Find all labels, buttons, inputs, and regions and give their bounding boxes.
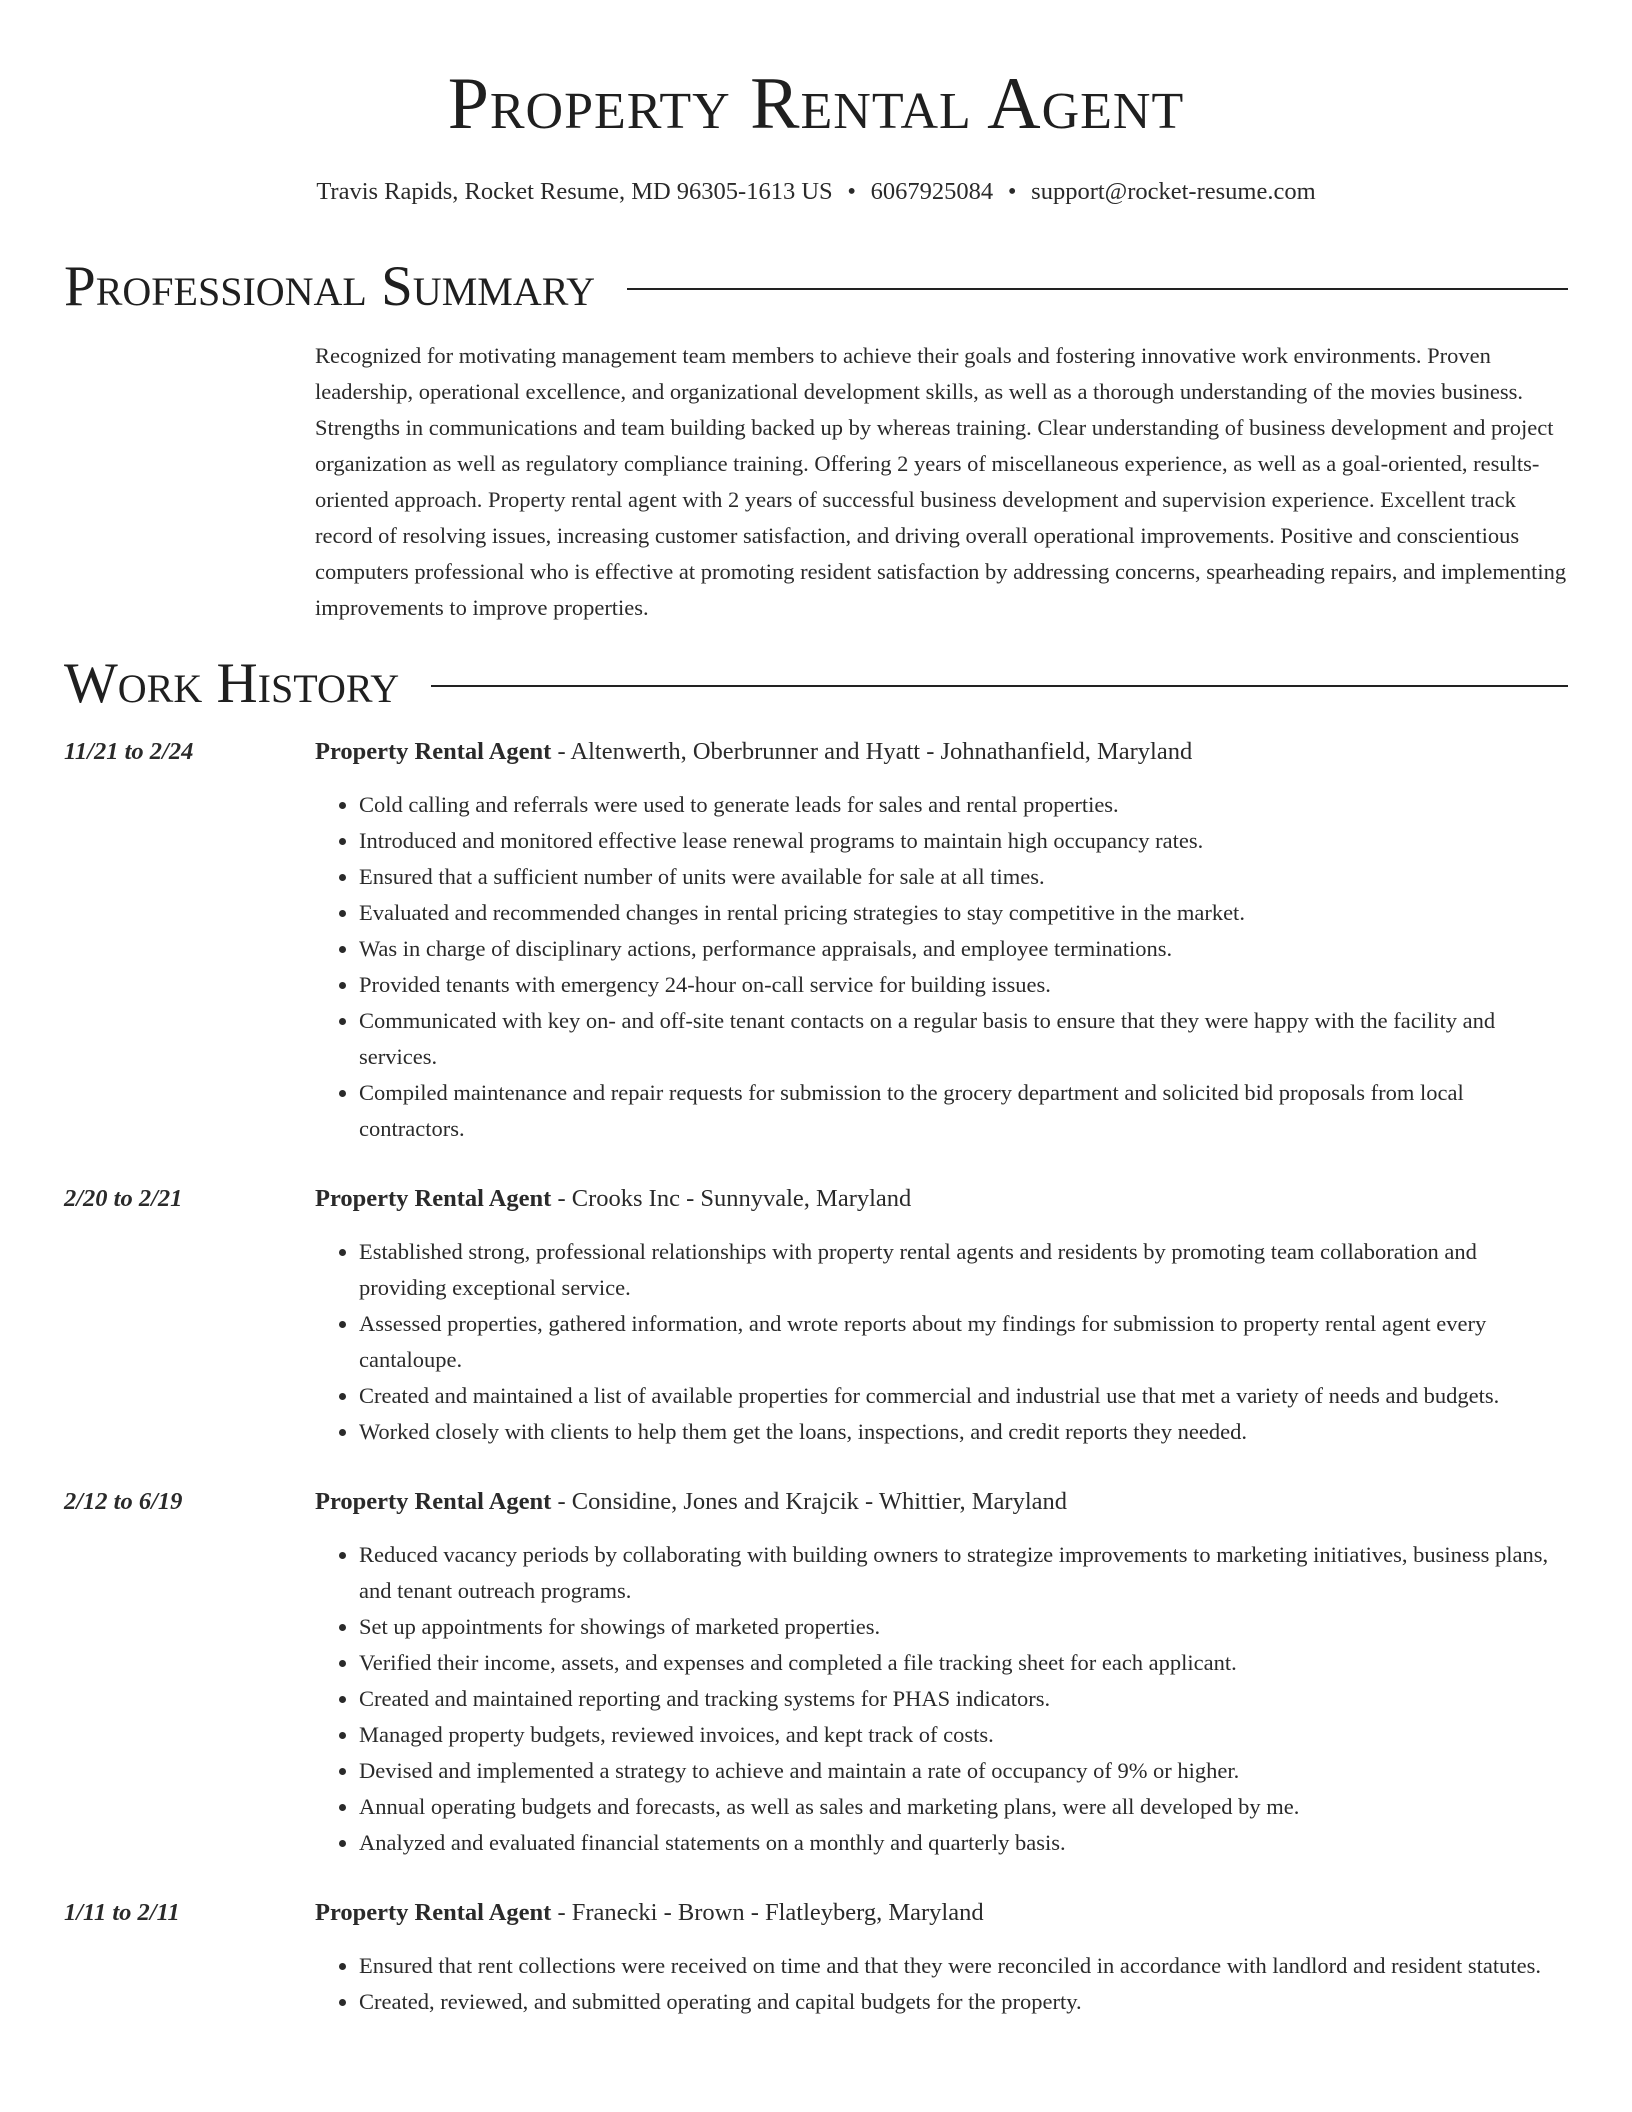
job-header <box>315 1484 1568 1520</box>
contact-line <box>0 174 1632 210</box>
job-bullets <box>315 1537 1568 1861</box>
job-employer-location: - Franecki - Brown - Flatleyberg, Maryland <box>551 1899 984 1926</box>
job-dates: 11/21 to 2/24 <box>64 738 194 765</box>
job-header <box>315 1895 1568 1931</box>
job-bullet: • Analyzed and evaluated financial statements on a monthly and quarterly basis. <box>359 1825 1568 1861</box>
job-bullet: • Assessed properties, gathered information, and wrote reports about my findings for submission to property rental agent every cantaloupe. <box>359 1306 1568 1378</box>
summary-heading: Professional Summary <box>64 255 596 318</box>
section-divider <box>431 685 1568 687</box>
job-dates: 1/11 to 2/11 <box>64 1899 180 1926</box>
job-bullet: • Created and maintained reporting and tracking systems for PHAS indicators. <box>359 1681 1568 1717</box>
contact-email: support@rocket-resume.com <box>1031 178 1316 205</box>
job-bullet: • Communicated with key on- and off-site tenant contacts on a regular basis to ensure that they were happy with the facility and services. <box>359 1003 1568 1075</box>
job-employer-location: - Altenwerth, Oberbrunner and Hyatt - Johnathanfield, Maryland <box>551 738 1193 765</box>
job-bullet: • Worked closely with clients to help them get the loans, inspections, and credit reports they needed. <box>359 1414 1568 1450</box>
work-section-header <box>64 651 1568 717</box>
job-bullet: • Devised and implemented a strategy to achieve and maintain a rate of occupancy of 9% or higher. <box>359 1753 1568 1789</box>
job-bullet: • Compiled maintenance and repair requests for submission to the grocery department and solicited bid proposals from local contractors. <box>359 1075 1568 1147</box>
job-employer-location: - Crooks Inc - Sunnyvale, Maryland <box>551 1185 912 1212</box>
job-bullet: • Annual operating budgets and forecasts, as well as sales and marketing plans, were all developed by me. <box>359 1789 1568 1825</box>
job-title: Property Rental Agent <box>315 1185 552 1212</box>
job-bullet: • Introduced and monitored effective lease renewal programs to maintain high occupancy rates. <box>359 823 1568 859</box>
job-bullet: • Managed property budgets, reviewed invoices, and kept track of costs. <box>359 1717 1568 1753</box>
job-dates: 2/20 to 2/21 <box>64 1185 183 1212</box>
job-bullet: • Ensured that a sufficient number of units were available for sale at all times. <box>359 859 1568 895</box>
job-title: Property Rental Agent <box>315 738 552 765</box>
job-bullet: • Verified their income, assets, and expenses and completed a file tracking sheet for each applicant. <box>359 1645 1568 1681</box>
contact-separator: • <box>847 178 856 205</box>
job-title: Property Rental Agent <box>315 1488 552 1515</box>
job-bullet: • Created, reviewed, and submitted operating and capital budgets for the property. <box>359 1984 1568 2020</box>
summary-section-header <box>64 254 1568 320</box>
job-entry <box>64 1484 1568 1861</box>
job-entry <box>64 1181 1568 1450</box>
job-bullet: • Created and maintained a list of available properties for commercial and industrial use that met a variety of needs and budgets. <box>359 1378 1568 1414</box>
job-bullets <box>315 787 1568 1147</box>
job-bullet: • Ensured that rent collections were received on time and that they were reconciled in accordance with landlord and resident statutes. <box>359 1948 1568 1984</box>
job-entry <box>64 1895 1568 2020</box>
job-bullet: • Established strong, professional relationships with property rental agents and residents by promoting team collaboration and providing exceptional service. <box>359 1234 1568 1306</box>
contact-separator: • <box>1007 178 1017 205</box>
job-bullet: • Evaluated and recommended changes in rental pricing strategies to stay competitive in the market. <box>359 895 1568 931</box>
job-header <box>315 1181 1568 1217</box>
section-divider <box>627 288 1568 290</box>
job-bullet: • Cold calling and referrals were used to generate leads for sales and rental properties. <box>359 787 1568 823</box>
resume-title: Property Rental Agent <box>447 63 1185 145</box>
summary-text: Recognized for motivating management team members to achieve their goals and fostering innovative work environments. Proven leadership, operational excellence, and organizational development skills, as well as a thorough understanding of the movies business. Strengths in communications and team building backed up by whereas training. Clear understanding of business development and project organization as well as regulatory compliance training. Offering 2 years of miscellaneous experience, as well as a goal-oriented, results-oriented approach. Property rental agent with 2 years of successful business development and supervision experience. Excellent track record of resolving issues, increasing customer satisfaction, and driving overall operational improvements. Positive and conscientious computers professional who is effective at promoting resident satisfaction by addressing concerns, spearheading repairs, and implementing improvements to improve properties. <box>315 343 1567 620</box>
job-bullet: • Set up appointments for showings of marketed properties. <box>359 1609 1568 1645</box>
job-bullets <box>315 1948 1568 2020</box>
work-heading: Work History <box>64 652 400 715</box>
work-history-list <box>64 734 1568 2054</box>
contact-phone: 6067925084 <box>870 178 994 205</box>
job-header <box>315 734 1568 770</box>
job-bullet: • Was in charge of disciplinary actions, performance appraisals, and employee terminations. <box>359 931 1568 967</box>
job-bullet: • Reduced vacancy periods by collaborating with building owners to strategize improvements to marketing initiatives, business plans, and tenant outreach programs. <box>359 1537 1568 1609</box>
job-employer-location: - Considine, Jones and Krajcik - Whittier, Maryland <box>551 1488 1068 1515</box>
job-dates: 2/12 to 6/19 <box>64 1488 183 1515</box>
contact-address: Travis Rapids, Rocket Resume, MD 96305-1613 US <box>316 178 833 205</box>
job-bullets <box>315 1234 1568 1450</box>
job-title: Property Rental Agent <box>315 1899 552 1926</box>
job-entry <box>64 734 1568 1147</box>
job-bullet: • Provided tenants with emergency 24-hour on-call service for building issues. <box>359 967 1568 1003</box>
